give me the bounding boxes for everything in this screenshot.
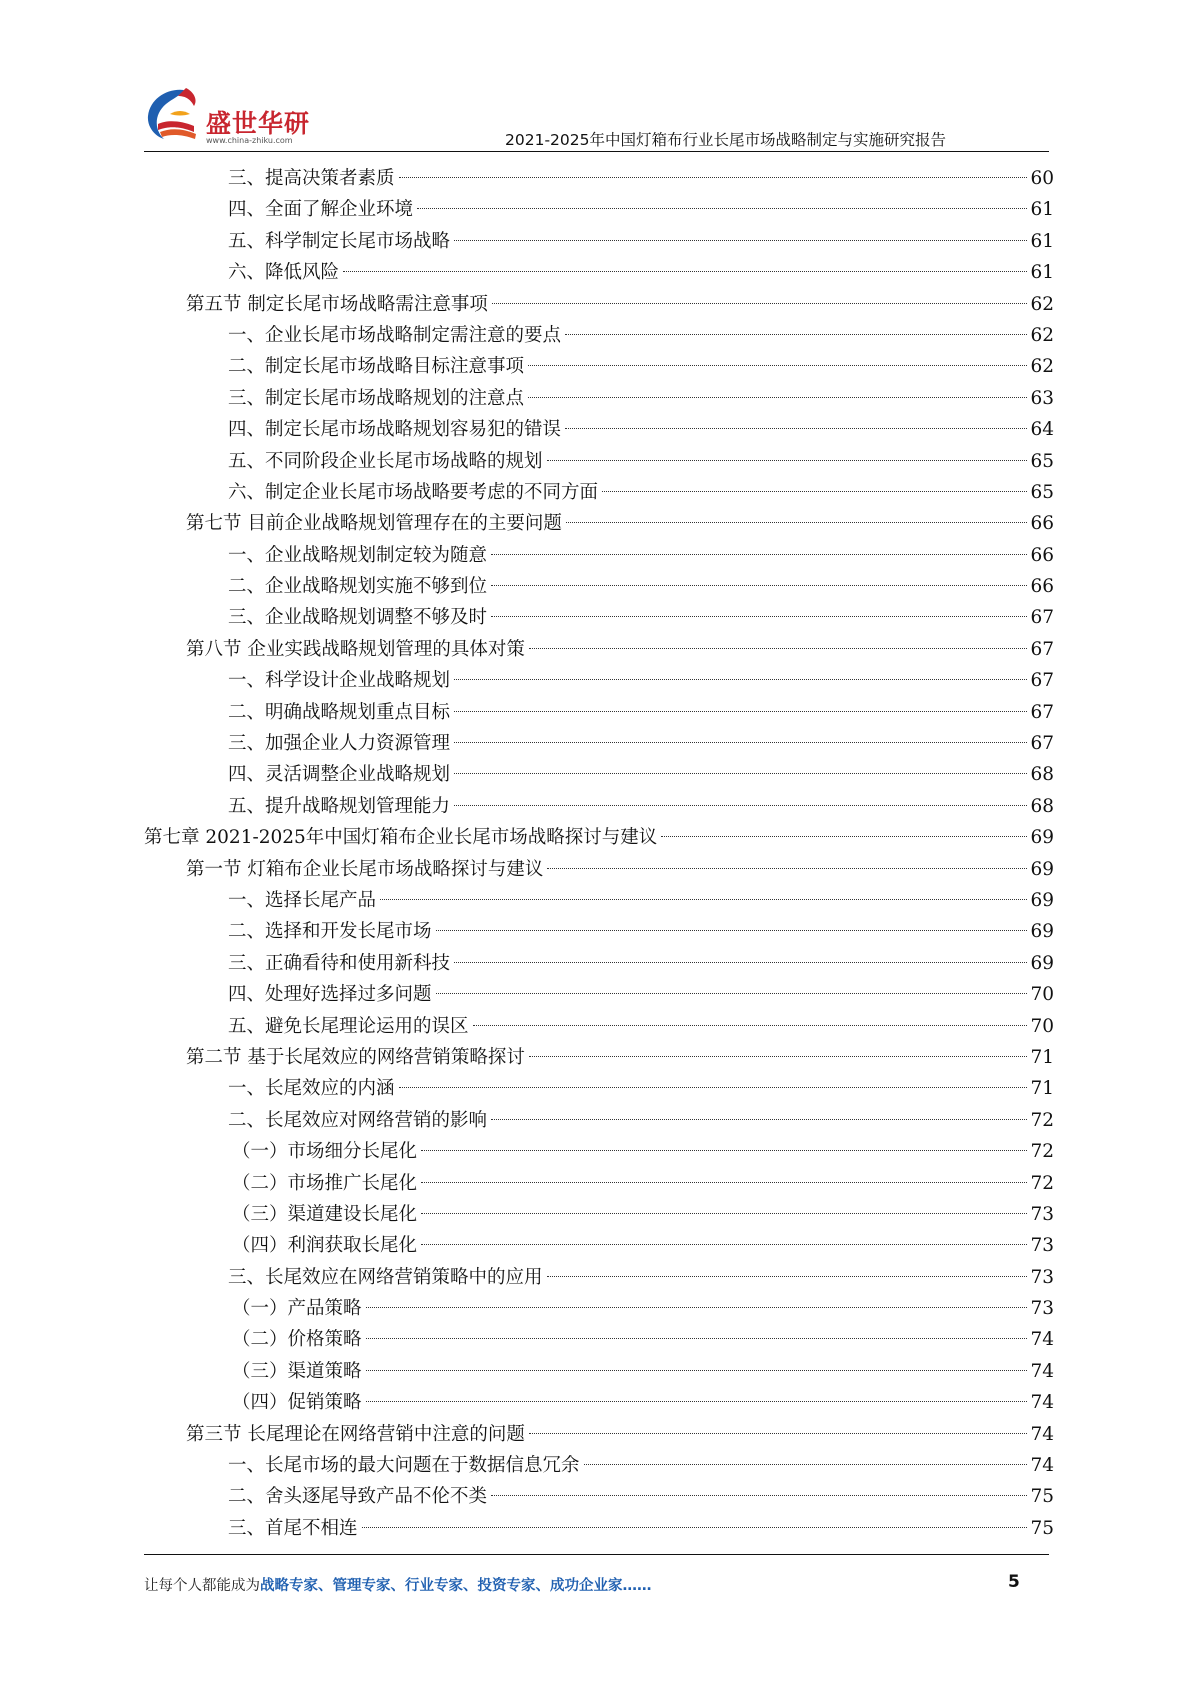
toc-entry[interactable]: [144, 822, 1054, 853]
toc-leader-dots: [417, 208, 1027, 209]
toc-entry-label: 一、科学设计企业战略规划: [228, 670, 451, 692]
toc-entry[interactable]: [228, 948, 1054, 979]
toc-entry-page: 73: [1030, 1298, 1054, 1320]
toc-leader-dots: [547, 460, 1028, 461]
toc-entry-page: 65: [1030, 481, 1054, 503]
toc-entry[interactable]: [228, 194, 1054, 225]
toc-entry-label: 一、长尾市场的最大问题在于数据信息冗余: [228, 1455, 580, 1477]
toc-entry[interactable]: [228, 602, 1054, 633]
toc-entry-page: 65: [1030, 450, 1054, 472]
toc-entry-label: 二、舍头逐尾导致产品不伦不类: [228, 1486, 488, 1508]
toc-entry[interactable]: [228, 571, 1054, 602]
toc-entry-label: 二、选择和开发长尾市场: [228, 921, 432, 943]
toc-entry-label: 二、制定长尾市场战略目标注意事项: [228, 356, 525, 378]
toc-entry[interactable]: [232, 1293, 1054, 1324]
toc-entry-page: 60: [1030, 168, 1054, 189]
toc-leader-dots: [491, 1119, 1027, 1120]
toc-entry-label: 四、处理好选择过多问题: [228, 984, 432, 1006]
toc-entry[interactable]: [232, 1387, 1054, 1418]
toc-leader-dots: [454, 240, 1027, 241]
toc-entry-label: 一、企业战略规划制定较为随意: [228, 544, 488, 566]
toc-entry[interactable]: [228, 979, 1054, 1010]
toc-entry-page: 61: [1030, 230, 1054, 252]
toc-leader-dots: [491, 585, 1027, 586]
toc-entry-label: 六、降低风险: [228, 262, 340, 284]
logo-url: www.china-zhiku.com: [206, 136, 293, 145]
toc-entry-label: 四、灵活调整企业战略规划: [228, 764, 451, 786]
toc-entry-label: 六、制定企业长尾市场战略要考虑的不同方面: [228, 481, 599, 503]
toc-entry-page: 61: [1030, 262, 1054, 284]
toc-entry[interactable]: [228, 320, 1054, 351]
toc-entry-page: 70: [1030, 1015, 1054, 1037]
toc-entry[interactable]: [228, 1450, 1054, 1481]
toc-entry[interactable]: [228, 414, 1054, 445]
toc-entry[interactable]: [232, 1168, 1054, 1199]
toc-leader-dots: [454, 773, 1027, 774]
toc-leader-dots: [366, 1401, 1028, 1402]
toc-entry-label: 第三节 长尾理论在网络营销中注意的问题: [186, 1423, 525, 1445]
toc-entry-label: 五、科学制定长尾市场战略: [228, 230, 451, 252]
toc-entry-label: 第七节 目前企业战略规划管理存在的主要问题: [186, 513, 562, 535]
toc-entry-page: 75: [1030, 1517, 1054, 1539]
footer-divider: [144, 1554, 1049, 1555]
toc-leader-dots: [366, 1338, 1028, 1339]
toc-leader-dots: [566, 522, 1028, 523]
footer-slogan-highlight: 战略专家、管理专家、行业专家、投资专家、成功企业家……: [260, 1578, 652, 1594]
toc-leader-dots: [380, 899, 1027, 900]
toc-entry[interactable]: [228, 916, 1054, 947]
toc-entry-page: 66: [1030, 513, 1054, 535]
toc-entry-label: （三）渠道策略: [232, 1360, 362, 1382]
toc-entry[interactable]: [228, 1073, 1054, 1104]
toc-entry[interactable]: [228, 728, 1054, 759]
toc-entry[interactable]: [186, 854, 1054, 885]
toc-entry-label: （三）渠道建设长尾化: [232, 1203, 418, 1225]
toc-entry-page: 67: [1030, 733, 1054, 755]
toc-entry[interactable]: [228, 383, 1054, 414]
toc-entry[interactable]: [232, 1356, 1054, 1387]
toc-leader-dots: [491, 1495, 1027, 1496]
toc-entry[interactable]: [228, 226, 1054, 257]
toc-entry-page: 62: [1030, 324, 1054, 346]
toc-entry[interactable]: [186, 289, 1054, 320]
toc-entry[interactable]: [228, 1105, 1054, 1136]
toc-entry[interactable]: [186, 508, 1054, 539]
toc-leader-dots: [399, 177, 1028, 178]
toc-leader-dots: [399, 1087, 1028, 1088]
toc-entry[interactable]: [186, 1419, 1054, 1450]
toc-entry-page: 66: [1030, 544, 1054, 566]
toc-entry-label: 三、制定长尾市场战略规划的注意点: [228, 387, 525, 409]
toc-entry[interactable]: [228, 1011, 1054, 1042]
toc-leader-dots: [491, 616, 1027, 617]
toc-entry[interactable]: [228, 1513, 1054, 1544]
toc-entry-page: 74: [1030, 1423, 1054, 1445]
toc-entry-page: 68: [1030, 764, 1054, 786]
toc-entry-label: 三、提高决策者素质: [228, 168, 395, 189]
toc-entry-page: 72: [1030, 1172, 1054, 1194]
toc-entry-page: 74: [1030, 1329, 1054, 1351]
toc-leader-dots: [436, 993, 1028, 994]
toc-leader-dots: [491, 554, 1027, 555]
toc-entry-label: 三、首尾不相连: [228, 1517, 358, 1539]
toc-entry-page: 73: [1030, 1266, 1054, 1288]
toc-entry-page: 72: [1030, 1109, 1054, 1131]
toc-leader-dots: [584, 1464, 1028, 1465]
toc-entry[interactable]: [228, 163, 1054, 194]
toc-entry-label: 三、长尾效应在网络营销策略中的应用: [228, 1266, 543, 1288]
toc-leader-dots: [528, 397, 1027, 398]
toc-entry-page: 69: [1030, 889, 1054, 911]
toc-entry-page: 67: [1030, 607, 1054, 629]
toc-entry[interactable]: [232, 1199, 1054, 1230]
toc-entry[interactable]: [186, 1042, 1054, 1073]
toc-entry-page: 67: [1030, 638, 1054, 660]
toc-entry[interactable]: [186, 634, 1054, 665]
logo-text: 盛世华研: [206, 109, 311, 138]
document-title: 2021-2025年中国灯箱布行业长尾市场战略制定与实施研究报告: [505, 131, 946, 149]
toc-leader-dots: [362, 1527, 1028, 1528]
toc-entry-label: 三、正确看待和使用新科技: [228, 952, 451, 974]
footer-slogan: [144, 1574, 652, 1595]
table-of-contents: [0, 163, 1191, 1544]
toc-entry[interactable]: [228, 1481, 1054, 1512]
toc-entry-page: 61: [1030, 199, 1054, 221]
toc-entry-label: 一、选择长尾产品: [228, 889, 377, 911]
toc-entry-label: 四、全面了解企业环境: [228, 199, 414, 221]
toc-entry[interactable]: [228, 477, 1054, 508]
toc-entry-page: 74: [1030, 1360, 1054, 1382]
toc-entry-label: 第五节 制定长尾市场战略需注意事项: [186, 293, 488, 315]
toc-entry[interactable]: [232, 1324, 1054, 1355]
page-header: [0, 0, 1191, 150]
toc-leader-dots: [366, 1307, 1028, 1308]
toc-entry-page: 71: [1030, 1078, 1054, 1100]
toc-entry[interactable]: [232, 1230, 1054, 1261]
toc-leader-dots: [473, 1025, 1028, 1026]
toc-leader-dots: [565, 428, 1027, 429]
toc-entry-page: 69: [1030, 858, 1054, 880]
toc-leader-dots: [492, 303, 1028, 304]
toc-leader-dots: [529, 1433, 1028, 1434]
toc-leader-dots: [529, 648, 1028, 649]
toc-entry-label: 第一节 灯箱布企业长尾市场战略探讨与建议: [186, 858, 544, 880]
toc-leader-dots: [366, 1370, 1028, 1371]
toc-leader-dots: [421, 1244, 1027, 1245]
toc-entry-page: 62: [1030, 293, 1054, 315]
toc-entry-label: （一）市场细分长尾化: [232, 1141, 418, 1163]
toc-entry-page: 74: [1030, 1455, 1054, 1477]
toc-leader-dots: [454, 679, 1027, 680]
toc-entry-label: （二）价格策略: [232, 1329, 362, 1351]
toc-leader-dots: [528, 365, 1027, 366]
toc-entry-page: 75: [1030, 1486, 1054, 1508]
toc-entry-label: 第八节 企业实践战略规划管理的具体对策: [186, 638, 525, 660]
toc-entry-label: 一、企业长尾市场战略制定需注意的要点: [228, 324, 562, 346]
toc-entry[interactable]: [228, 1262, 1054, 1293]
toc-entry-page: 62: [1030, 356, 1054, 378]
toc-leader-dots: [454, 742, 1027, 743]
toc-entry-label: 一、长尾效应的内涵: [228, 1078, 395, 1100]
toc-entry-page: 67: [1030, 670, 1054, 692]
toc-entry[interactable]: [228, 446, 1054, 477]
toc-entry-label: 五、避免长尾理论运用的误区: [228, 1015, 469, 1037]
toc-leader-dots: [602, 491, 1027, 492]
toc-leader-dots: [454, 805, 1027, 806]
toc-entry-page: 70: [1030, 984, 1054, 1006]
toc-entry-label: 二、长尾效应对网络营销的影响: [228, 1109, 488, 1131]
toc-entry-label: 第二节 基于长尾效应的网络营销策略探讨: [186, 1046, 525, 1068]
toc-leader-dots: [343, 271, 1027, 272]
toc-entry-page: 66: [1030, 576, 1054, 598]
toc-entry-label: （四）利润获取长尾化: [232, 1235, 418, 1257]
toc-entry[interactable]: [228, 791, 1054, 822]
toc-leader-dots: [565, 334, 1027, 335]
footer-slogan-prefix: 让每个人都能成为: [144, 1578, 260, 1594]
toc-entry-label: 五、提升战略规划管理能力: [228, 795, 451, 817]
toc-entry-label: 三、企业战略规划调整不够及时: [228, 607, 488, 629]
toc-leader-dots: [547, 1276, 1028, 1277]
toc-entry-label: 二、明确战略规划重点目标: [228, 701, 451, 723]
toc-entry-page: 71: [1030, 1046, 1054, 1068]
toc-entry[interactable]: [228, 885, 1054, 916]
toc-leader-dots: [529, 1056, 1028, 1057]
toc-entry-page: 69: [1030, 952, 1054, 974]
toc-entry-page: 69: [1030, 827, 1054, 849]
toc-entry-label: 四、制定长尾市场战略规划容易犯的错误: [228, 419, 562, 441]
toc-entry-label: 三、加强企业人力资源管理: [228, 733, 451, 755]
toc-entry-page: 63: [1030, 387, 1054, 409]
toc-leader-dots: [661, 836, 1027, 837]
toc-entry-page: 69: [1030, 921, 1054, 943]
toc-entry-label: 二、企业战略规划实施不够到位: [228, 576, 488, 598]
toc-entry-label: （二）市场推广长尾化: [232, 1172, 418, 1194]
toc-entry[interactable]: [228, 351, 1054, 382]
page-number: 5: [1008, 1572, 1020, 1592]
toc-entry-label: （四）促销策略: [232, 1392, 362, 1414]
toc-leader-dots: [454, 962, 1027, 963]
toc-entry-page: 68: [1030, 795, 1054, 817]
toc-entry-page: 73: [1030, 1235, 1054, 1257]
toc-entry-label: 五、不同阶段企业长尾市场战略的规划: [228, 450, 543, 472]
toc-entry-page: 73: [1030, 1203, 1054, 1225]
toc-entry[interactable]: [228, 540, 1054, 571]
toc-leader-dots: [421, 1213, 1027, 1214]
toc-entry-page: 74: [1030, 1392, 1054, 1414]
toc-entry-label: 第七章 2021-2025年中国灯箱布企业长尾市场战略探讨与建议: [144, 827, 658, 849]
toc-leader-dots: [421, 1182, 1027, 1183]
toc-entry-page: 64: [1030, 419, 1054, 441]
toc-entry[interactable]: [228, 759, 1054, 790]
toc-entry-page: 67: [1030, 701, 1054, 723]
toc-leader-dots: [547, 868, 1027, 869]
logo-mark-icon: [140, 84, 210, 148]
header-divider: [144, 151, 1049, 152]
toc-entry[interactable]: [232, 1136, 1054, 1167]
toc-entry-label: （一）产品策略: [232, 1298, 362, 1320]
toc-leader-dots: [421, 1150, 1027, 1151]
toc-entry[interactable]: [228, 665, 1054, 696]
toc-entry[interactable]: [228, 257, 1054, 288]
toc-entry-page: 72: [1030, 1141, 1054, 1163]
toc-leader-dots: [436, 930, 1028, 931]
toc-entry[interactable]: [228, 697, 1054, 728]
company-logo: [140, 84, 310, 148]
toc-leader-dots: [454, 711, 1027, 712]
